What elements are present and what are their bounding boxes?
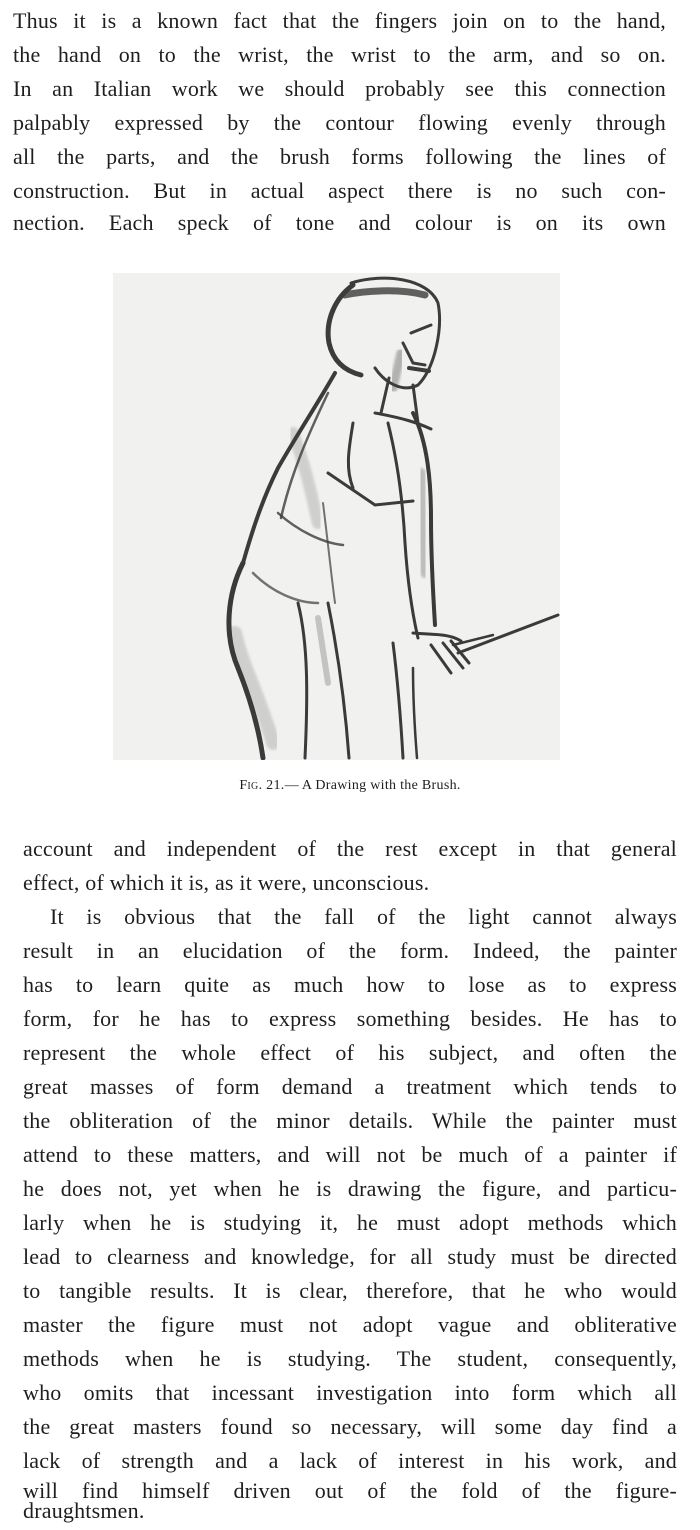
text-line: will find himself driven out of the fold of the figure- [23, 1478, 677, 1503]
text-line: larly when he is studying it, he must adopt methods which [23, 1210, 677, 1235]
figure-caption [0, 778, 700, 794]
figure-torso [243, 373, 431, 603]
text-line: he does not, yet when he is drawing the figure, and particu- [23, 1176, 677, 1201]
text-line: methods when he is studying. The student, consequently, [23, 1346, 677, 1371]
text-line: It is obvious that the fall of the light cannot always [50, 904, 677, 929]
figure-number: Fig. 21. [239, 778, 285, 793]
figure-arm [388, 413, 558, 673]
text-line: effect, of which it is, as it were, unconscious. [23, 870, 430, 895]
text-line: the great masters found so necessary, will some day find a [23, 1414, 677, 1439]
text-line: account and independent of the rest except in that general [23, 836, 677, 861]
text-line: the hand on to the wrist, the wrist to the arm, and so on. [13, 42, 666, 67]
text-line: has to learn quite as much how to lose as to express [23, 972, 677, 997]
text-line: great masses of form demand a treatment which tends to [23, 1074, 677, 1099]
text-line: who omits that incessant investigation into form which all [23, 1380, 677, 1405]
figure-head [328, 278, 439, 423]
text-line: construction. But in actual aspect there is no such con- [13, 178, 666, 203]
brush-drawing-figure [113, 273, 560, 760]
text-line: attend to these matters, and will not be much of a painter if [23, 1142, 677, 1167]
text-line: result in an elucidation of the form. Indeed, the painter [23, 938, 677, 963]
text-line: form, for he has to express something besides. He has to [23, 1006, 677, 1031]
text-line: lack of strength and a lack of interest in his work, and [23, 1448, 677, 1473]
text-line: master the figure must not adopt vague and obliterative [23, 1312, 677, 1337]
text-line: represent the whole effect of his subject, and often the [23, 1040, 677, 1065]
text-line: to tangible results. It is clear, therefore, that he who would [23, 1278, 677, 1303]
text-line: lead to clearness and knowledge, for all study must be directed [23, 1244, 677, 1269]
text-line: In an Italian work we should probably see this connection [13, 76, 666, 101]
text-line: all the parts, and the brush forms following the lines of [13, 144, 666, 169]
text-line: palpably expressed by the contour flowing evenly through [13, 110, 666, 135]
brush-drawing-illustration [113, 273, 560, 760]
text-line: Thus it is a known fact that the fingers join on to the hand, [13, 8, 666, 33]
text-line: nection. Each speck of tone and colour is on its own [13, 210, 666, 235]
text-line: the obliteration of the minor details. While the painter must [23, 1108, 677, 1133]
figure-title: — A Drawing with the Brush. [284, 778, 461, 793]
figure-legs [229, 563, 417, 758]
text-line: draughtsmen. [23, 1498, 145, 1523]
